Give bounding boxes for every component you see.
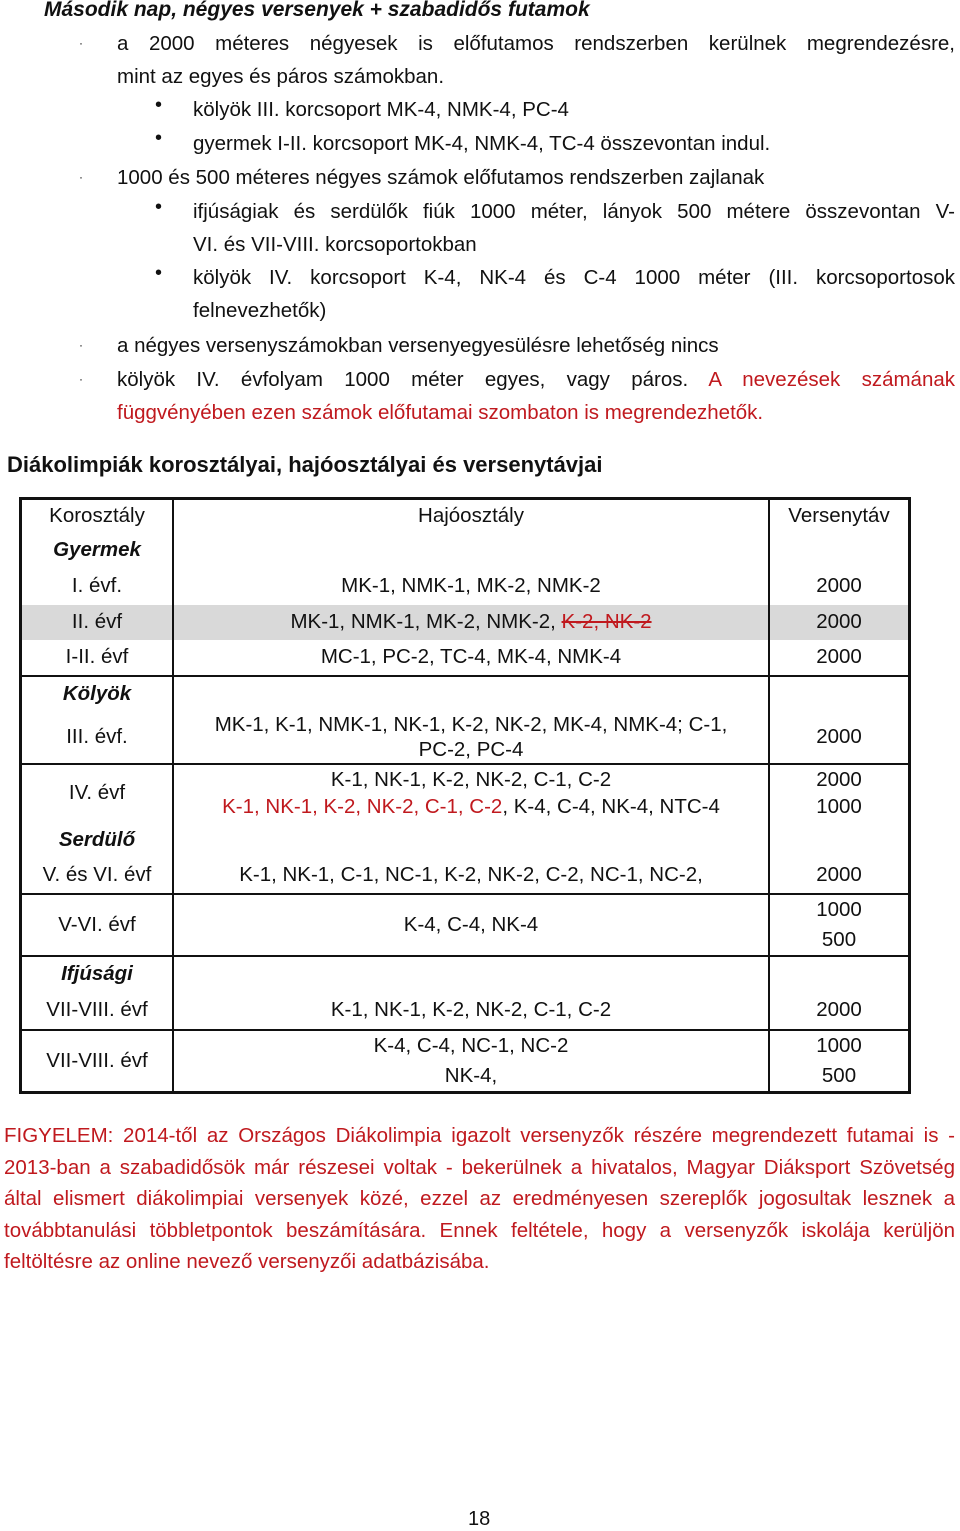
table-row <box>21 764 910 822</box>
row-boats-line-1: K-4, C-4, NC-1, NC-2 <box>373 1033 569 1057</box>
row-distance: 2000 <box>769 605 910 640</box>
section-title: Második nap, négyes versenyek + szabadidős futamok <box>44 0 590 21</box>
intro-sub-3a: ifjúságiak és serdülők fiúk 1000 méter, lányok 500 métere összevontan V- <box>193 200 955 223</box>
group-kolyok: Kölyök <box>21 676 174 712</box>
intro-sub-4b: felnevezhetők) <box>193 299 327 322</box>
row-distance-1: 1000 <box>816 897 862 921</box>
row-age: VII-VIII. évf <box>21 992 174 1030</box>
row-boats: K-4, C-4, NK-4 <box>173 894 769 956</box>
header-hajoosztaly: Hajóosztály <box>173 499 769 533</box>
row-boats-red: K-1, NK-1, K-2, NK-2, C-1, C-2 <box>222 795 503 818</box>
row-boats <box>173 764 769 822</box>
bullet-icon: · <box>79 372 83 386</box>
row-boats <box>173 1030 769 1093</box>
intro-line-3: 1000 és 500 méteres négyes számok előfutamos rendszerben zajlanak <box>117 166 765 189</box>
row-boats-line-1: K-1, NK-1, K-2, NK-2, C-1, C-2 <box>330 768 612 791</box>
row-age: I. évf. <box>21 567 174 605</box>
header-versenytav: Versenytáv <box>788 504 890 528</box>
intro-line-2: mint az egyes és páros számokban. <box>117 65 445 88</box>
intro-line-4: a négyes versenyszámokban versenyegyesülésre lehetőség nincs <box>117 334 719 357</box>
header-korosztaly: Korosztály <box>21 499 174 533</box>
row-boats: K-1, NK-1, C-1, NC-1, K-2, NK-2, C-2, NC-1, NC-2, <box>173 858 769 894</box>
row-age: II. évf <box>21 605 174 640</box>
table-row <box>21 640 910 676</box>
row-distance: 2000 <box>816 573 862 597</box>
table-row <box>21 1030 910 1093</box>
group-serdulo: Serdülő <box>21 822 174 858</box>
intro-sub-3b: VI. és VII-VIII. korcsoportokban <box>193 233 477 256</box>
page-number: 18 <box>468 1508 491 1530</box>
row-boats-text: MK-1, NMK-1, MK-2, NMK-2, <box>290 610 562 633</box>
row-distance <box>769 894 910 956</box>
row-distance <box>769 764 910 822</box>
row-age: V-VI. évf <box>21 894 174 956</box>
intro-line-5-text: kölyök IV. évfolyam 1000 méter egyes, vagy páros. <box>117 368 689 391</box>
group-row <box>21 956 910 992</box>
row-age: V. és VI. évf <box>21 858 174 894</box>
table-row <box>21 712 910 764</box>
intro-line-5-red: A nevezések számának <box>708 368 955 391</box>
intro-sub-1: kölyök III. korcsoport MK-4, NMK-4, PC-4 <box>193 98 569 121</box>
intro-line-5 <box>117 363 955 396</box>
row-distance-2: 1000 <box>816 795 862 818</box>
bullet-icon: • <box>155 127 163 149</box>
group-gyermek: Gyermek <box>21 533 174 567</box>
row-boats: MC-1, PC-2, TC-4, MK-4, NMK-4 <box>173 640 769 676</box>
bullet-icon: · <box>79 36 83 50</box>
row-age: IV. évf <box>21 764 174 822</box>
group-row <box>21 676 910 712</box>
warning-paragraph: FIGYELEM: 2014-től az Országos Diákolimpia igazolt versenyzők részére megrendezett futamai is - 2013-ban a szabadidősök már részesei voltak - bekerülnek a hivatalos, Magyar Diáksport Szövetség által elismert diákolimpiai versenyek közé, ezzel az eredményesen szereplők jogosultak lesznek a továbbtanulási többletpontok beszámítására. Ennek feltétele, hogy a versenyzők iskolája kerüljön feltöltésre az online nevező versenyzői adatbázisába. <box>4 1124 955 1273</box>
row-boats-rest: , K-4, C-4, NK-4, NTC-4 <box>502 795 720 818</box>
group-row <box>21 533 910 567</box>
row-boats <box>173 712 769 764</box>
table-row <box>21 605 910 640</box>
row-distance: 2000 <box>769 858 910 894</box>
row-distance: 2000 <box>769 992 910 1030</box>
row-distance-2: 500 <box>821 927 857 951</box>
bullet-icon: • <box>155 94 163 116</box>
bullet-icon: · <box>79 338 83 352</box>
distances-table <box>19 497 911 1094</box>
row-boats: K-1, NK-1, K-2, NK-2, C-1, C-2 <box>173 992 769 1030</box>
intro-line-1: a 2000 méteres négyesek is előfutamos rendszerben kerülnek megrendezésre, <box>117 32 955 55</box>
table-row <box>21 992 910 1030</box>
row-boats-line-1: MK-1, K-1, NMK-1, NK-1, K-2, NK-2, MK-4, NMK-4; C-1, <box>214 713 728 736</box>
row-distance: 2000 <box>769 712 910 764</box>
bullet-icon: • <box>155 262 163 284</box>
table-row <box>21 567 910 605</box>
row-age: III. évf. <box>21 712 174 764</box>
table-header-row <box>21 499 910 533</box>
row-boats-struck: K-2, NK-2 <box>561 610 652 633</box>
row-boats-line-2 <box>174 793 768 820</box>
table-heading: Diákolimpiák korosztályai, hajóosztályai és versenytávjai <box>7 452 603 477</box>
intro-sub-4a: kölyök IV. korcsoport K-4, NK-4 és C-4 1000 méter (III. korcsoportosok <box>193 266 955 289</box>
row-distance-2: 500 <box>821 1063 857 1087</box>
intro-sub-2: gyermek I-II. korcsoport MK-4, NMK-4, TC-4 összevontan indul. <box>193 132 771 155</box>
bullet-icon: · <box>79 170 83 184</box>
table-row <box>21 858 910 894</box>
row-distance-1: 2000 <box>816 768 862 791</box>
row-distance: 2000 <box>769 640 910 676</box>
row-distance <box>769 1030 910 1093</box>
row-distance-1: 1000 <box>816 1033 862 1057</box>
row-age: VII-VIII. évf <box>21 1030 174 1093</box>
row-boats-line-2: NK-4, <box>444 1063 498 1087</box>
group-row <box>21 822 910 858</box>
table-row <box>21 894 910 956</box>
row-boats: MK-1, NMK-1, MK-2, NMK-2 <box>173 567 769 605</box>
bullet-icon: • <box>155 196 163 218</box>
row-boats <box>173 605 769 640</box>
intro-line-6: függvényében ezen számok előfutamai szombaton is megrendezhetők. <box>117 401 764 424</box>
group-ifjusagi: Ifjúsági <box>21 956 174 992</box>
row-boats-line-2: PC-2, PC-4 <box>418 738 524 761</box>
row-age: I-II. évf <box>21 640 174 676</box>
